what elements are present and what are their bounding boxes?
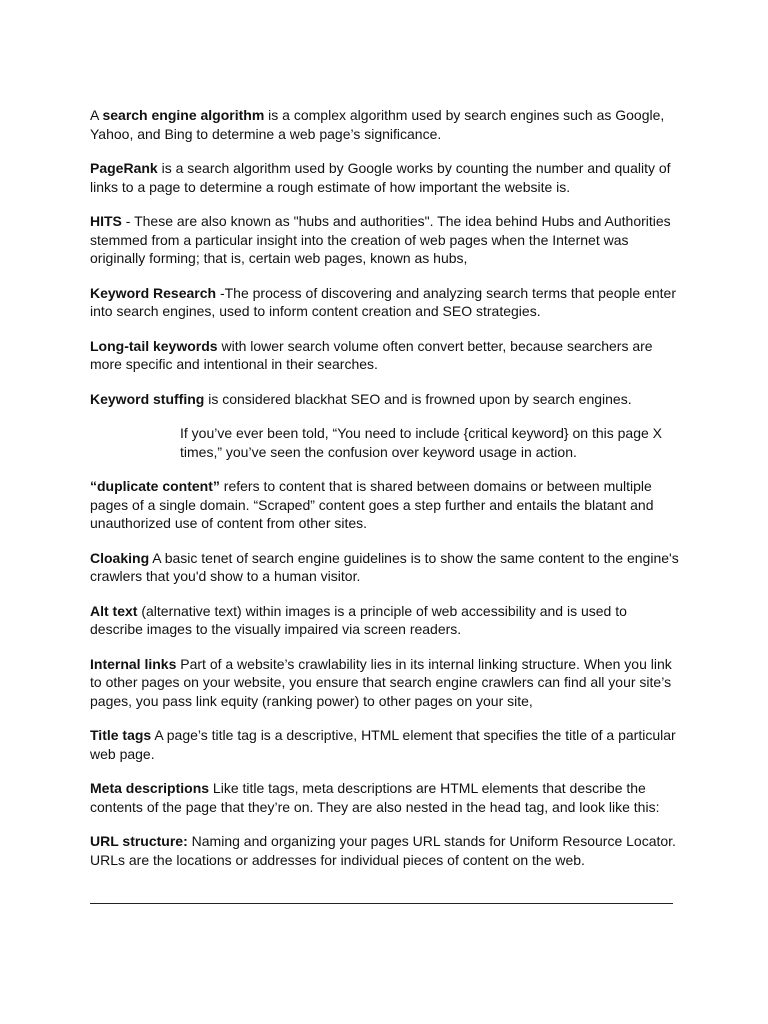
- term-label: Keyword Research: [90, 284, 217, 301]
- definition-keyword-research: [90, 284, 680, 321]
- definition-internal-links: [90, 655, 680, 711]
- definition-cloaking: [90, 549, 680, 586]
- definition-text: is a complex algorithm used by search engines such as Google, Yahoo, and Bing to determine a web page’s significance.: [90, 107, 665, 142]
- term-label: URL structure:: [90, 833, 188, 849]
- definition-keyword-stuffing: [90, 390, 680, 409]
- definition-text: with lower search volume often convert better, because searchers are more specific and intentional in their searches.: [90, 337, 653, 372]
- definition-meta-descriptions: [90, 779, 680, 816]
- term-label: Internal links: [90, 655, 177, 672]
- definition-hits: [90, 212, 680, 268]
- term-label: Long-tail keywords: [90, 337, 218, 354]
- term-label: Keyword stuffing: [90, 390, 205, 407]
- definition-text: A page’s title tag is a descriptive, HTML element that specifies the title of a particular web page.: [90, 727, 676, 762]
- definition-text: A basic tenet of search engine guidelines is to show the same content to the engine's crawlers that you'd show to a human visitor.: [90, 549, 679, 584]
- definition-text: (alternative text) within images is a principle of web accessibility and is used to describe images to the visually impaired via screen readers.: [90, 602, 627, 637]
- term-label: Alt text: [90, 602, 138, 619]
- definition-search-engine-algorithm: [90, 106, 680, 143]
- definition-alt-text: [90, 602, 680, 639]
- term-label: HITS: [90, 213, 122, 229]
- definition-text: refers to content that is shared between domains or between multiple pages of a single domain. “Scraped” content goes a step further and entails the blatant and unauthorized use of content from other sites.: [90, 478, 654, 531]
- term-label: search engine algorithm: [102, 107, 265, 123]
- definition-text: is considered blackhat SEO and is frowned upon by search engines.: [204, 390, 632, 407]
- paragraph-prefix: A: [90, 107, 103, 123]
- term-label: Cloaking: [90, 549, 150, 566]
- definition-long-tail-keywords: [90, 337, 680, 374]
- definition-duplicate-content: [90, 477, 680, 533]
- definition-pagerank: [90, 159, 680, 196]
- definition-title-tags: [90, 726, 680, 763]
- definition-text: - These are also known as "hubs and authorities". The idea behind Hubs and Authorities stemmed from a particular insight into the creation of web pages when the Internet was originally forming; that is, certain web pages, known as hubs,: [90, 213, 671, 266]
- document-body: [90, 106, 680, 885]
- block-quote: If you’ve ever been told, “You need to include {critical keyword} on this page X times,” you’ve seen the confusion over keyword usage in action.: [180, 425, 663, 460]
- definition-text: -The process of discovering and analyzing search terms that people enter into search engines, used to inform content creation and SEO strategies.: [90, 284, 676, 319]
- definition-text: is a search algorithm used by Google works by counting the number and quality of links to a page to determine a rough estimate of how important the website is.: [90, 160, 671, 195]
- definition-text: Part of a website’s crawlability lies in its internal linking structure. When you link to other pages on your website, you ensure that search engine crawlers can find all your site’s pages, you pass link equity (ranking power) to other pages on your site,: [90, 655, 672, 709]
- term-label: “duplicate content”: [90, 478, 220, 494]
- term-label: Meta descriptions: [90, 780, 210, 796]
- definition-url-structure: [90, 832, 680, 869]
- term-label: PageRank: [90, 160, 158, 176]
- term-label: Title tags: [90, 727, 152, 743]
- horizontal-rule: [90, 903, 673, 904]
- definition-text: Like title tags, meta descriptions are HTML elements that describe the contents of the page that they’re on. They are also nested in the head tag, and look like this:: [90, 780, 660, 815]
- definition-text: Naming and organizing your pages URL stands for Uniform Resource Locator. URLs are the locations or addresses for individual pieces of content on the web.: [90, 833, 676, 868]
